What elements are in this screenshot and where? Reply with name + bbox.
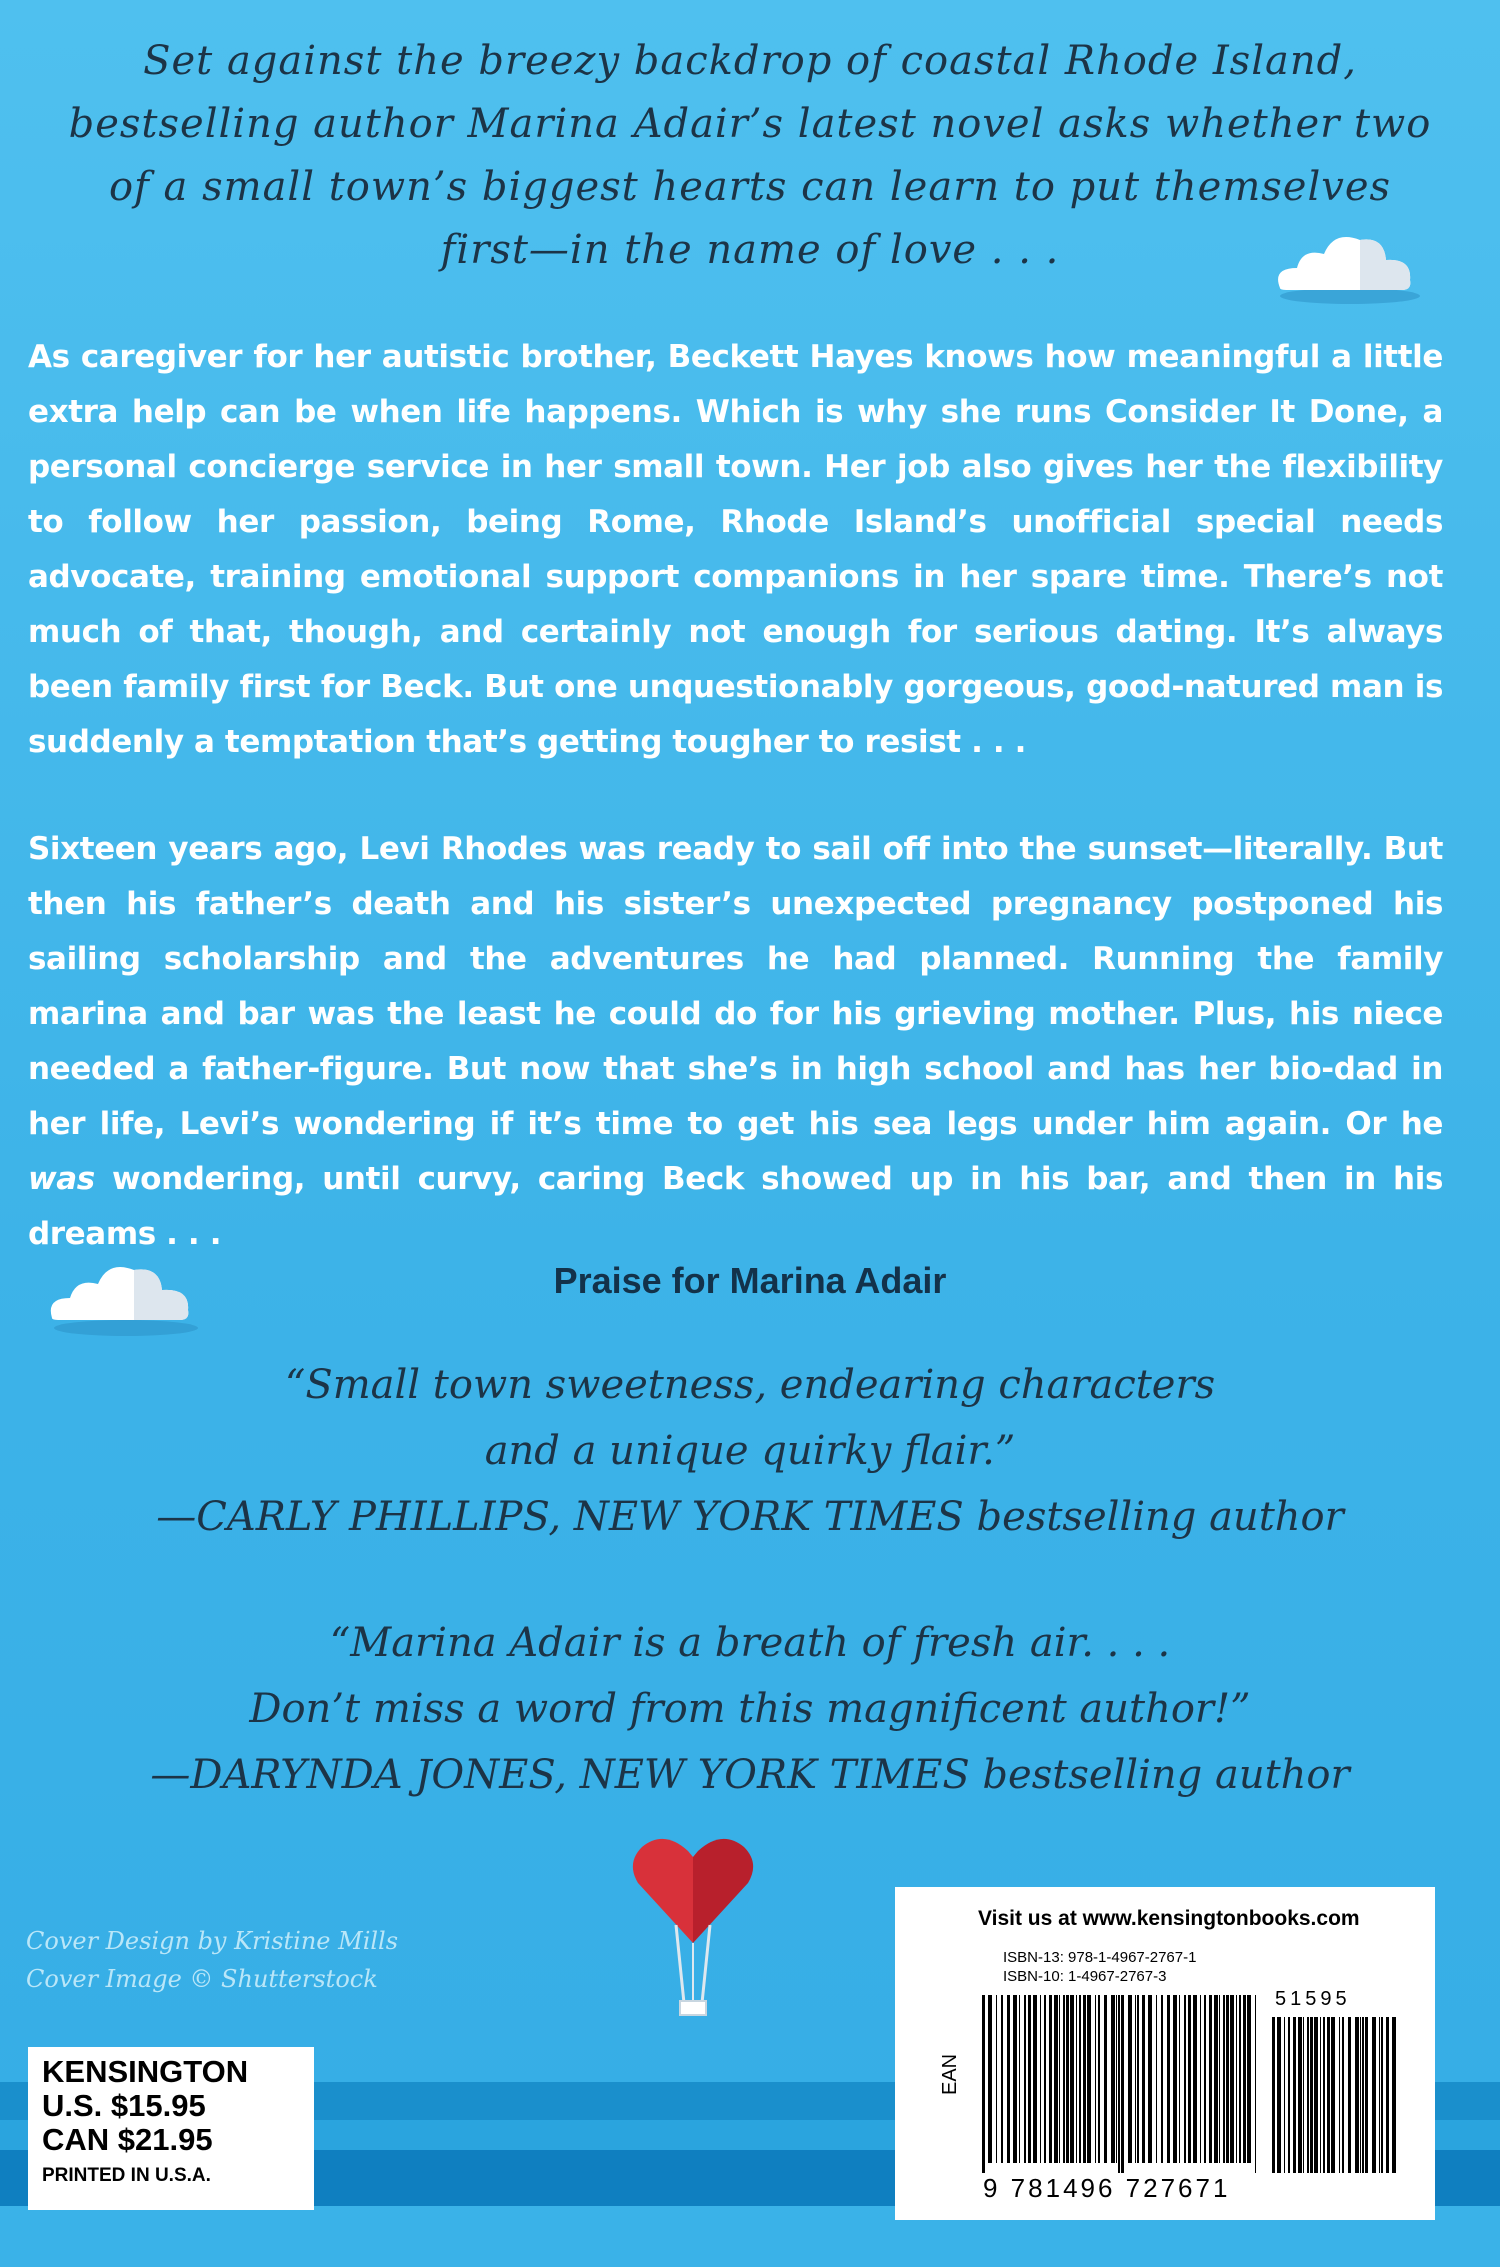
- isbn-10: ISBN-10: 1-4967-2767-3: [1003, 1968, 1167, 1985]
- attribution-tail: bestselling author: [969, 1752, 1350, 1798]
- cover-design-credit: Cover Design by Kristine Mills: [26, 1927, 399, 1955]
- praise-heading: Praise for Marina Adair: [553, 1260, 947, 1301]
- addon-digits: 51595: [1275, 1988, 1351, 2010]
- paragraph-emphasis: was: [28, 1161, 95, 1197]
- tagline-line: first—in the name of love . . .: [440, 227, 1060, 273]
- attribution-publication: NEW YORK TIMES: [579, 1752, 970, 1798]
- attribution-name: —CARLY PHILLIPS,: [156, 1494, 574, 1540]
- tagline-line: of a small town’s biggest hearts can learn to put themselves: [108, 164, 1392, 210]
- tagline: [60, 30, 1440, 282]
- ean-digits: 9 781496 727671: [983, 2173, 1231, 2203]
- praise-quote-2: [0, 1610, 1500, 1808]
- quote-attribution: [0, 1742, 1500, 1808]
- paragraph-text: wondering, until curvy, caring Beck showed up in his bar, and then in his dreams . . .: [28, 1161, 1443, 1252]
- quote-line: “Small town sweetness, endearing characters: [284, 1362, 1216, 1408]
- heart-balloon-icon: [628, 1825, 758, 2025]
- cover-credits: [26, 1922, 398, 1998]
- barcode-panel: [895, 1887, 1435, 2220]
- ean-barcode: [980, 1995, 1260, 2173]
- quote-line: and a unique quirky flair.”: [484, 1428, 1016, 1474]
- price-addon-barcode: [1270, 2017, 1400, 2173]
- quote-attribution: [0, 1484, 1500, 1550]
- tagline-line: bestselling author Marina Adair’s latest novel asks whether two: [68, 101, 1432, 147]
- can-price: CAN $21.95: [42, 2122, 213, 2157]
- publisher-website: Visit us at www.kensingtonbooks.com: [978, 1907, 1360, 1930]
- praise-quote-1: [0, 1352, 1500, 1550]
- us-price: U.S. $15.95: [42, 2088, 206, 2123]
- attribution-publication: NEW YORK TIMES: [573, 1494, 964, 1540]
- ean-label: EAN: [939, 2053, 961, 2095]
- isbn-13: ISBN-13: 978-1-4967-2767-1: [1003, 1949, 1197, 1966]
- paragraph-text: Sixteen years ago, Levi Rhodes was ready to sail off into the sunset—literally. But then his father’s death and his sister’s unexpected pregnancy postponed his sailing scholarship and the adventures he had planned. Running the family marina and bar was the least he could do for his grieving mother. Plus, his niece needed a father-figure. But now that she’s in high school and has her bio-dad in her life, Levi’s wondering if it’s time to get his sea legs under him again. Or he: [28, 831, 1443, 1142]
- description-paragraph-2: [28, 822, 1443, 1262]
- attribution-name: —DARYNDA JONES,: [150, 1752, 580, 1798]
- cloud-icon: [1262, 218, 1432, 308]
- printed-in: PRINTED IN U.S.A.: [42, 2165, 211, 2186]
- tagline-line: Set against the breezy backdrop of coastal Rhode Island,: [143, 38, 1357, 84]
- price-box: [28, 2047, 314, 2210]
- quote-line: “Marina Adair is a breath of fresh air. . . .: [329, 1620, 1171, 1666]
- description-paragraph-1: As caregiver for her autistic brother, Beckett Hayes knows how meaningful a little extra help can be when life happens. Which is why she runs Consider It Done, a personal concierge service in her small town. Her job also gives her the flexibility to follow her passion, being Rome, Rhode Island’s unofficial special needs advocate, training emotional support companions in her spare time. There’s not much of that, though, and certainly not enough for serious dating. It’s always been family first for Beck. But one unquestionably gorgeous, good-natured man is suddenly a temptation that’s getting tougher to resist . . .: [28, 339, 1443, 760]
- publisher-name: KENSINGTON: [42, 2054, 249, 2089]
- quote-line: Don’t miss a word from this magnificent author!”: [249, 1686, 1251, 1732]
- cover-image-credit: Cover Image © Shutterstock: [26, 1965, 378, 1993]
- attribution-tail: bestselling author: [963, 1494, 1344, 1540]
